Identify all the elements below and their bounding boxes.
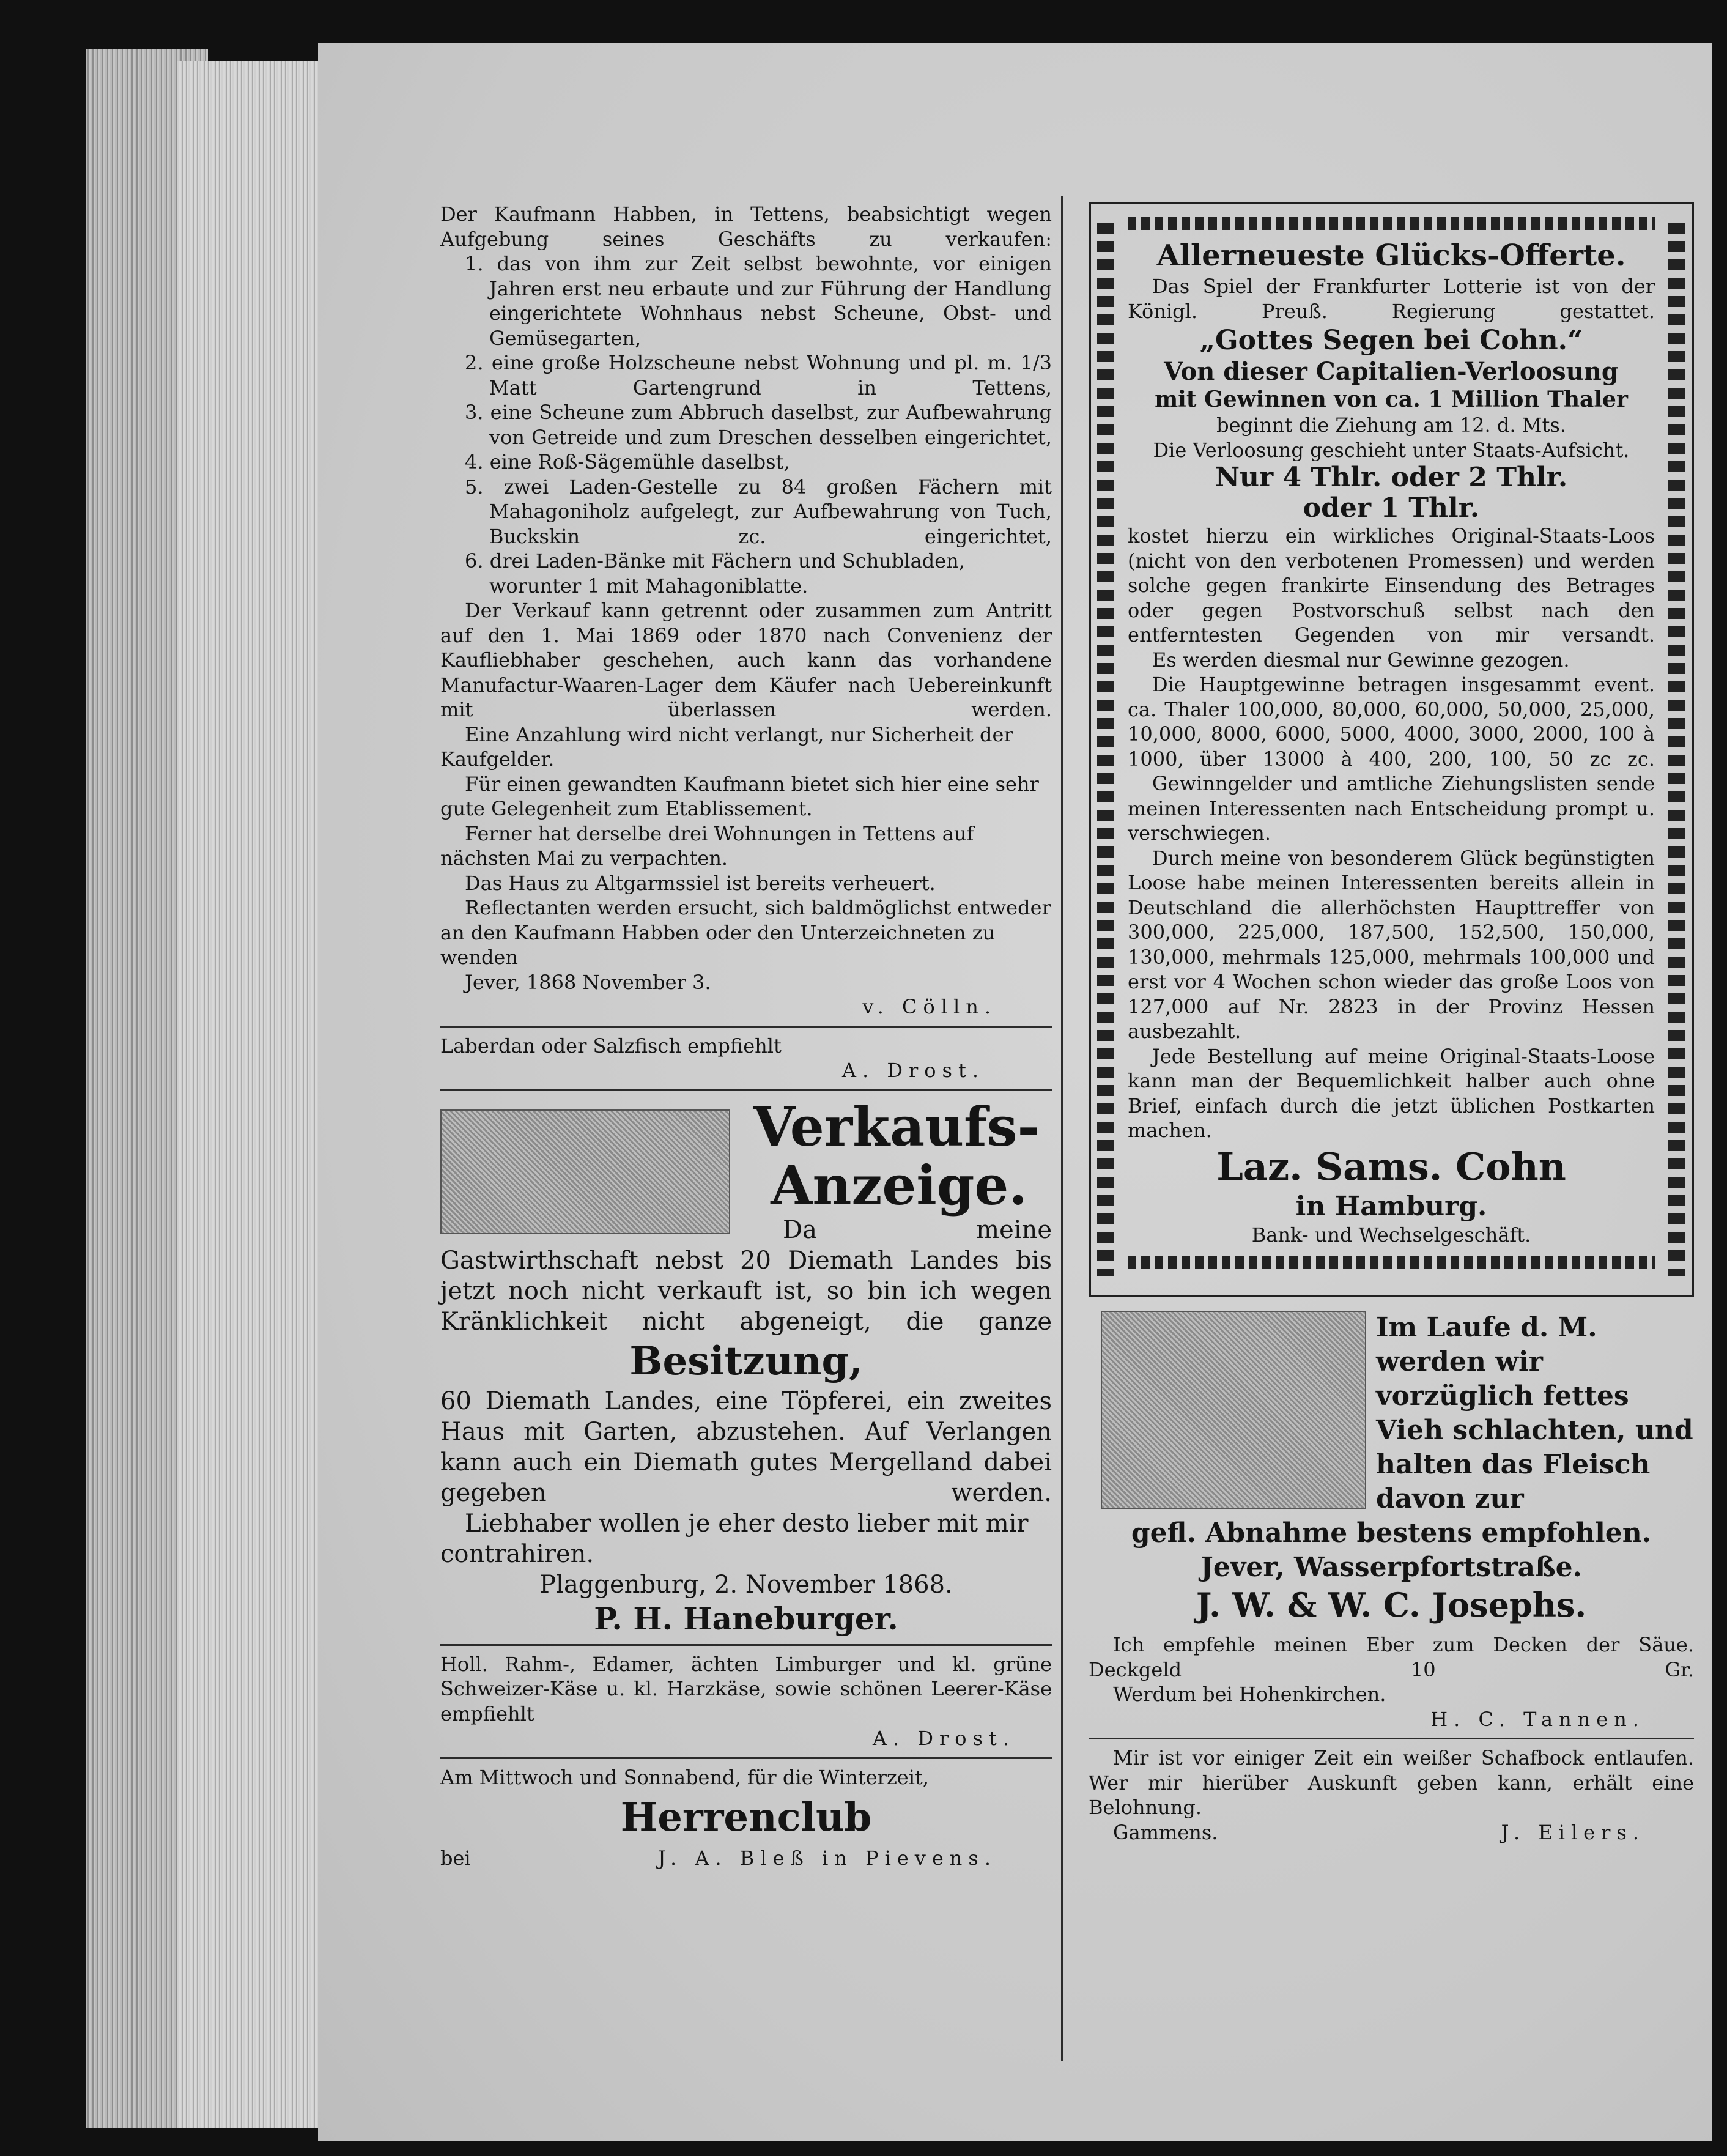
list-item: 1. das von ihm zur Zeit selbst bewohnte, vor einigen Jahren erst neu erbaute und zur Führung der Handlung eingerichtete Wohnhaus nebst Scheune, Obst- und Gemüsegarten, xyxy=(465,252,1052,350)
ad-body: Liebhaber wollen je eher desto lieber mit mir contrahiren. xyxy=(440,1509,1029,1568)
paragraph: Reflectanten werden ersucht, sich baldmöglichst entweder an den Kaufmann Habben oder den Unterzeichneten zu wenden xyxy=(440,896,1051,969)
paragraph: Ferner hat derselbe drei Wohnungen in Tettens auf nächsten Mai zu verpachten. xyxy=(440,821,974,870)
ad-headline: Allerneueste Glücks-Offerte. xyxy=(1156,239,1626,273)
ad-paragraph: Das Spiel der Frankfurter Lotterie ist von der Königl. Preuß. Regierung gestattet. xyxy=(1128,275,1655,323)
ad-line: beginnt die Ziehung am 12. d. Mts. xyxy=(1216,413,1566,437)
ad-paragraph: Es werden diesmal nur Gewinne gezogen. xyxy=(1152,648,1570,672)
ad-paragraph: Jede Bestellung auf meine Original-Staats-Loose kann man der Bequemlichkeit halber auch ohne Brief, einfach durch die jetzt üblichen Postkarten machen. xyxy=(1128,1044,1655,1142)
right-column xyxy=(1089,202,1694,1845)
newspaper-page xyxy=(318,43,1712,2141)
ad-signature: P. H. Haneburger. xyxy=(594,1600,898,1637)
ad-verkaufs-anzeige xyxy=(440,1094,1052,1638)
ad-text: Ich empfehle meinen Eber zum Decken der Säue. Deckgeld 10 Gr. xyxy=(1089,1633,1694,1681)
ad-slogan: „Gottes Segen bei Cohn.“ xyxy=(1199,325,1583,356)
ad-city: in Hamburg. xyxy=(1295,1190,1487,1222)
paragraph: Der Verkauf kann getrennt oder zusammen zum Antritt auf den 1. Mai 1869 oder 1870 nach Convenienz der Kaufliebhaber geschehen, auch kann das vorhandene Manufactur-Waaren-Lager dem Käufer nach Uebereinkunft mit überlassen werden. xyxy=(440,599,1052,721)
ad-paragraph: Die Hauptgewinne betragen insgesammt event. ca. Thaler 100,000, 80,000, 60,000, 50,000, 25,000, 10,000, 8000, 6000, 5000, 4000, 3000, 2000, 100 à 1000, über 13000 à 400, 200, 100, 50 zc zc. xyxy=(1128,673,1655,771)
ad-paragraph: Gewinngelder und amtliche Ziehungslisten sende meinen Interessenten nach Entscheidung prompt u. verschwiegen. xyxy=(1128,772,1655,845)
ad-paragraph: Durch meine von besonderem Glück begünstigten Loose habe meinen Interessenten bereits allein in Deutschland die allerhöchsten Haupttreffer von 300,000, 225,000, 187,500, 152,500, 150,000, 130,000, mehrmals 125,000, mehrmals 100,000 und erst vor 4 Wochen schon wieder das große Loos von 127,000 auf Nr. 2823 in der Provinz Hessen ausbezahlt. xyxy=(1128,846,1655,1043)
list-item: 5. zwei Laden-Gestelle zu 84 großen Fächern mit Mahagoniholz aufgelegt, zur Aufbewahrung von Tuch, Buckskin zc. eingerichtet, xyxy=(465,475,1052,548)
ad-divider xyxy=(440,1089,1052,1091)
ad-eber xyxy=(1089,1632,1694,1732)
ad-line: Die Verloosung geschieht unter Staats-Aufsicht. xyxy=(1153,438,1630,462)
ad-text: Mir ist vor einiger Zeit ein weißer Schafbock entlaufen. Wer mir hierüber Auskunft geben kann, erhält eine Belohnung. xyxy=(1089,1746,1694,1819)
ad-name: Laz. Sams. Cohn xyxy=(1216,1144,1566,1189)
ad-date: Plaggenburg, 2. November 1868. xyxy=(539,1570,953,1599)
ad-headline: Verkaufs- xyxy=(753,1094,1040,1158)
ad-footer xyxy=(440,1846,1052,1871)
ornamental-border-top xyxy=(1128,217,1655,230)
ad-vieh xyxy=(1089,1311,1694,1625)
ad-headline: Anzeige. xyxy=(771,1153,1027,1217)
ad-divider xyxy=(440,1026,1052,1028)
ad-paragraph: kostet hierzu ein wirkliches Original-Staats-Loos (nicht von den verbotenen Promessen) und werden solche gegen frankirte Einsendung des Betrages oder gegen Postvorschuß selbst nach den entferntesten Gegenden von mir versandt. xyxy=(1128,524,1655,646)
ad-body: Da meine Gastwirthschaft nebst 20 Diemath Landes bis jetzt noch nicht verkauft ist, so bin ich wegen Kränklichkeit nicht abgeneigt, die ganze xyxy=(440,1215,1052,1336)
column-divider xyxy=(1061,196,1063,2061)
ad-text: Am Mittwoch und Sonnabend, für die Winterzeit, xyxy=(440,1765,929,1789)
ad-signature: H. C. Tannen. xyxy=(1430,1707,1645,1731)
ad-laberdan xyxy=(440,1034,1052,1083)
left-column xyxy=(440,202,1052,1871)
page-edges xyxy=(177,61,330,2128)
ad-text: Laberdan oder Salzfisch empfiehlt xyxy=(440,1034,782,1058)
ornamental-border-right xyxy=(1668,223,1685,1276)
ad-kaese xyxy=(440,1652,1052,1751)
list-item: 6. drei Laden-Bänke mit Fächern und Schubladen, worunter 1 mit Mahagoniblatte. xyxy=(465,549,965,598)
ad-herrenclub xyxy=(440,1765,1052,1871)
cow-illustration xyxy=(1101,1311,1366,1509)
building-illustration xyxy=(440,1109,730,1234)
list-item: 2. eine große Holzscheune nebst Wohnung und pl. m. 1/3 Matt Gartengrund in Tettens, xyxy=(465,351,1052,399)
ad-divider xyxy=(440,1644,1052,1646)
ad-divider xyxy=(440,1757,1052,1759)
ad-signature: A. Drost. xyxy=(841,1059,985,1082)
ad-title: Herrenclub xyxy=(620,1795,872,1840)
ad-line: Von dieser Capitalien-Verloosung xyxy=(1164,357,1619,386)
ad-text: gefl. Abnahme bestens empfohlen. xyxy=(1131,1517,1652,1549)
ad-lotterie xyxy=(1089,202,1694,1297)
paragraph: Für einen gewandten Kaufmann bietet sich hier eine sehr gute Gelegenheit zum Etablissement. xyxy=(440,772,1039,820)
ad-price: oder 1 Thlr. xyxy=(1303,492,1480,524)
ad-signature: J. Eilers. xyxy=(1501,1820,1645,1844)
ad-text: Im Laufe d. M. werden wir vorzüglich fettes Vieh schlachten, und halten das Fleisch davon zur xyxy=(1376,1312,1693,1514)
ad-footer xyxy=(1089,1820,1694,1845)
ad-place: Gammens. xyxy=(1113,1820,1218,1844)
ad-business: Bank- und Wechselgeschäft. xyxy=(1251,1223,1531,1247)
ad-intro: Der Kaufmann Habben, in Tettens, beabsichtigt wegen Aufgebung seines Geschäfts zu verkaufen: xyxy=(440,202,1052,251)
paragraph: Das Haus zu Altgarmssiel ist bereits verheuert. xyxy=(465,871,936,895)
ad-signature: A. Drost. xyxy=(872,1727,1015,1750)
ad-emphasis: Besitzung, xyxy=(629,1338,863,1384)
ad-price: Nur 4 Thlr. oder 2 Thlr. xyxy=(1215,462,1568,493)
ad-habben xyxy=(440,202,1052,1020)
ad-place: Werdum bei Hohenkirchen. xyxy=(1113,1683,1386,1706)
paragraph: Eine Anzahlung wird nicht verlangt, nur Sicherheit der Kaufgelder. xyxy=(440,722,1013,771)
ad-signature: J. A. Bleß in Pievens. xyxy=(657,1847,997,1870)
ornamental-border-left xyxy=(1097,223,1114,1276)
ad-date: Jever, 1868 November 3. xyxy=(465,970,711,994)
ad-place: Jever, Wasserpfortstraße. xyxy=(1200,1552,1582,1583)
ad-divider xyxy=(1089,1738,1694,1739)
ad-text: Holl. Rahm-, Edamer, ächten Limburger und kl. grüne Schweizer-Käse u. kl. Harzkäse, sowie schönen Leerer-Käse empfiehlt xyxy=(440,1652,1052,1725)
ad-signature: J. W. & W. C. Josephs. xyxy=(1196,1585,1587,1624)
ornamental-border-bottom xyxy=(1128,1256,1655,1269)
ad-signature: v. Cölln. xyxy=(862,995,997,1018)
ad-body: 60 Diemath Landes, eine Töpferei, ein zweites Haus mit Garten, abzustehen. Auf Verlangen kann auch ein Diemath gutes Mergelland dabei gegeben werden. xyxy=(440,1387,1052,1507)
ad-schafbock xyxy=(1089,1746,1694,1845)
ad-line: mit Gewinnen von ca. 1 Million Thaler xyxy=(1155,387,1628,412)
list-item: 4. eine Roß-Sägemühle daselbst, xyxy=(465,450,790,473)
list-item: 3. eine Scheune zum Abbruch daselbst, zur Aufbewahrung von Getreide und zum Dreschen desselben eingerichtet, xyxy=(465,401,1052,449)
ad-bei: bei xyxy=(440,1847,471,1870)
